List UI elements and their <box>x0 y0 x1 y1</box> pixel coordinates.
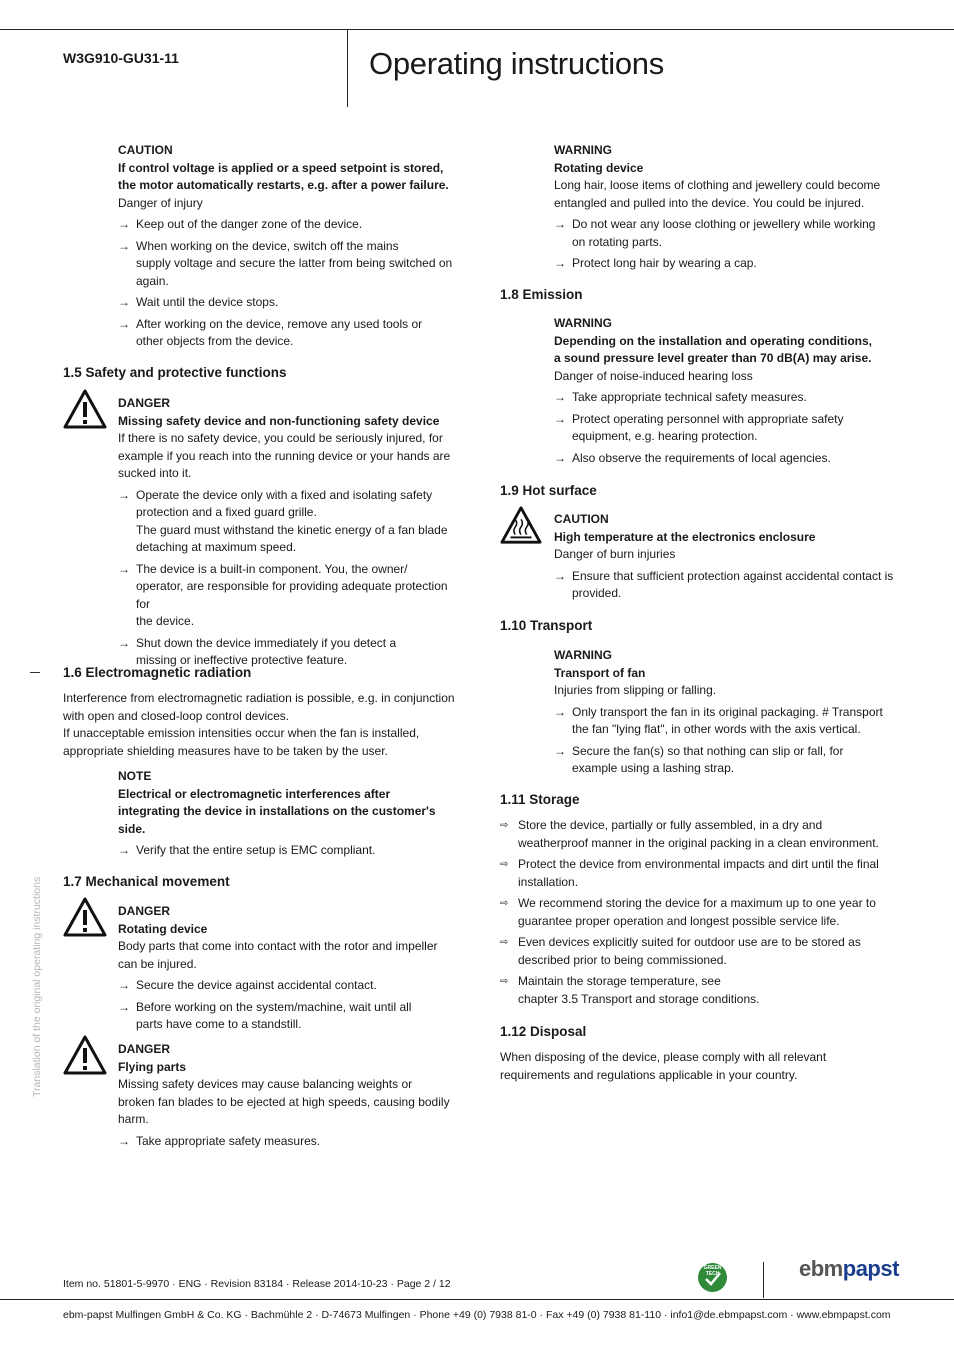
list-item-line: protection and a fixed guard grille. <box>136 505 317 519</box>
logo-part-b: papst <box>842 1256 899 1281</box>
caution-list <box>554 568 899 603</box>
list-item <box>118 842 463 860</box>
danger-label: DANGER <box>118 904 171 918</box>
text-line: harm. <box>118 1112 149 1126</box>
list-item <box>118 487 463 557</box>
note-label: NOTE <box>118 769 152 783</box>
header-divider <box>347 29 348 107</box>
ebmpapst-logo <box>799 1256 899 1281</box>
warning-bold: Transport of fan <box>554 665 646 680</box>
arrow-icon: → <box>554 256 566 270</box>
list-item-line: The device is a built-in component. You, the owner/ <box>136 561 408 576</box>
caution-label: CAUTION <box>118 143 173 157</box>
list-item <box>554 568 899 603</box>
text-line: sucked into it. <box>118 466 192 480</box>
list-item-line: detaching at maximum speed. <box>136 540 297 554</box>
logo-part-a: ebm <box>799 1256 843 1281</box>
hot-surface-icon <box>500 505 544 545</box>
list-item-line: Maintain the storage temperature, see <box>518 974 721 988</box>
list-item-line: supply voltage and secure the latter from being switched on <box>136 256 453 270</box>
danger-label: DANGER <box>118 1042 171 1056</box>
danger-bold: Missing safety device and non-functioning safety device <box>118 413 440 428</box>
note-bold <box>118 786 463 839</box>
arrow-icon: → <box>554 217 566 231</box>
warning-label: WARNING <box>554 648 612 662</box>
caution-bold: High temperature at the electronics enclosure <box>554 529 816 544</box>
heading-1-8: 1.8 Emission <box>500 287 583 302</box>
list-item <box>500 934 900 969</box>
text-line: If there is no safety device, you could be seriously injured, for <box>118 431 443 445</box>
list-item <box>118 294 463 312</box>
caution-bold-1: If control voltage is applied or a speed setpoint is stored, <box>118 160 444 175</box>
danger-label: DANGER <box>118 396 171 410</box>
heading-1-6: 1.6 Electromagnetic radiation <box>63 665 252 680</box>
heading-1-5: 1.5 Safety and protective functions <box>63 365 287 380</box>
list-item <box>500 856 900 891</box>
warning-bold <box>554 333 899 368</box>
text-line: If unacceptable emission intensities occur when the fan is installed, <box>63 726 420 740</box>
list-item-line: Take appropriate safety measures. <box>136 1133 321 1148</box>
warning-text: Injuries from slipping or falling. <box>554 683 717 697</box>
list-item-line: Shut down the device immediately if you detect a <box>136 635 397 650</box>
storage-list <box>500 817 900 1008</box>
list-item <box>118 216 463 234</box>
list-item <box>118 561 463 631</box>
arrow-icon: → <box>554 411 566 426</box>
danger-text <box>118 1076 463 1129</box>
warning-rotating <box>554 142 899 273</box>
list-item <box>500 895 900 930</box>
footer-address: ebm-papst Mulfingen GmbH & Co. KG · Bachmühle 2 · D-74673 Mulfingen · Phone +49 (0) 7938 81-0 · Fax +49 (0) 7938 81-110 · info1@de.ebmpapst.com · www.ebmpapst.com <box>63 1309 891 1321</box>
arrow-icon: → <box>118 295 130 309</box>
list-item-line: missing or ineffective protective feature. <box>136 653 348 667</box>
list-item-line: again. <box>136 273 169 288</box>
text-line: Electrical or electromagnetic interferences after <box>118 786 391 801</box>
sidebar-note: Translation of the original operating instructions <box>31 876 43 1097</box>
list-item-line: example using a lashing strap. <box>572 761 735 775</box>
caution-hot <box>554 511 899 603</box>
list-item-line: Keep out of the danger zone of the device. <box>136 217 363 231</box>
text-line: When disposing of the device, please comply with all relevant <box>500 1050 827 1064</box>
text-line: appropriate shielding measures have to be taken by the user. <box>63 743 388 758</box>
arrow-icon: → <box>118 999 130 1014</box>
warning-transport <box>554 647 899 778</box>
text-line: Interference from electromagnetic radiation is possible, e.g. in conjunction <box>63 691 455 705</box>
list-item-line: Store the device, partially or fully assembled, in a dry and <box>518 818 823 832</box>
arrow-icon: → <box>118 316 130 331</box>
caution-label: CAUTION <box>554 512 609 526</box>
heading-1-10: 1.10 Transport <box>500 618 593 633</box>
header-top-rule <box>0 29 954 30</box>
list-item-line: Before working on the system/machine, wait until all <box>136 999 412 1014</box>
list-item-line: Operate the device only with a fixed and isolating safety <box>136 487 433 502</box>
text-line: Missing safety devices may cause balancing weights or <box>118 1077 413 1091</box>
list-item-line: equipment, e.g. hearing protection. <box>572 429 758 443</box>
list-item-line: The guard must withstand the kinetic energy of a fan blade <box>136 522 448 537</box>
list-item-line: Protect operating personnel with appropriate safety <box>572 411 844 426</box>
list-item <box>118 977 463 995</box>
text-line: side. <box>118 821 146 836</box>
list-item-line: chapter 3.5 Transport and storage conditions. <box>518 991 760 1006</box>
list-item-line: described prior to being commissioned. <box>518 952 727 967</box>
arrow-icon: → <box>118 978 130 992</box>
list-item <box>554 389 899 407</box>
heading-1-9: 1.9 Hot surface <box>500 483 597 498</box>
list-item <box>554 216 899 251</box>
list-item-line: When working on the device, switch off the mains <box>136 238 399 253</box>
list-item-line: Also observe the requirements of local agencies. <box>572 450 831 465</box>
bullet-icon: ⇨ <box>500 859 509 870</box>
arrow-icon: → <box>554 568 566 583</box>
list-item-line: Only transport the fan in its original packaging. # Transport <box>572 704 883 719</box>
arrow-icon: → <box>554 390 566 404</box>
emc-text <box>63 690 463 760</box>
list-item-line: guarantee proper operation and longest possible service life. <box>518 913 840 928</box>
danger-flying-parts <box>118 1041 463 1150</box>
list-item-line: Verify that the entire setup is EMC compliant. <box>136 843 376 857</box>
list-item <box>118 1133 463 1151</box>
model-number: W3G910-GU31-11 <box>63 50 179 66</box>
footer-rule <box>0 1299 954 1300</box>
bullet-icon: ⇨ <box>500 976 509 987</box>
danger-list <box>118 487 463 670</box>
badge-text: GREEN TECH <box>703 1265 722 1277</box>
danger-bold: Rotating device <box>118 921 208 936</box>
text-line: Depending on the installation and operating conditions, <box>554 333 872 348</box>
list-item <box>118 238 463 291</box>
list-item <box>554 704 899 739</box>
green-tech-badge-icon <box>698 1263 727 1292</box>
danger-text <box>118 430 463 483</box>
list-item-line: the device. <box>136 614 195 628</box>
page-title: Operating instructions <box>369 46 664 81</box>
list-item <box>118 316 463 351</box>
arrow-icon: → <box>118 635 130 650</box>
text-line: example if you reach into the running device or your hands are <box>118 448 451 463</box>
list-item <box>500 817 900 852</box>
danger-bold: Flying parts <box>118 1059 187 1074</box>
text-line: broken fan blades to be ejected at high speeds, causing bodily <box>118 1094 450 1109</box>
danger-safety-device <box>118 395 463 670</box>
danger-list <box>118 977 463 1034</box>
text-line: Body parts that come into contact with the rotor and impeller <box>118 939 438 953</box>
list-item-line: weatherproof manner in the original packing in a clean environment. <box>518 835 879 850</box>
margin-mark <box>30 672 40 673</box>
text-line: Long hair, loose items of clothing and jewellery could become <box>554 178 881 192</box>
arrow-icon: → <box>118 561 130 576</box>
list-item-line: Protect the device from environmental impacts and dirt until the final <box>518 857 879 871</box>
arrow-icon: → <box>118 238 130 253</box>
bullet-icon: ⇨ <box>500 937 509 948</box>
list-item-line: Secure the fan(s) so that nothing can slip or fall, for <box>572 743 844 758</box>
list-item-line: We recommend storing the device for a maximum up to one year to <box>518 896 876 910</box>
heading-1-11: 1.11 Storage <box>500 792 580 807</box>
warning-bold: Rotating device <box>554 160 644 175</box>
heading-1-7: 1.7 Mechanical movement <box>63 874 230 889</box>
arrow-icon: → <box>118 487 130 502</box>
list-item-line: on rotating parts. <box>572 234 663 249</box>
text-line: with open and closed-loop control devices. <box>63 708 290 723</box>
warning-list <box>554 216 899 273</box>
note-emc <box>118 768 463 860</box>
text-line: integrating the device in installations on the customer's <box>118 804 436 818</box>
danger-rotating <box>118 903 463 1034</box>
text-line: requirements and regulations applicable in your country. <box>500 1067 798 1082</box>
caution-restart <box>118 142 463 351</box>
bullet-icon: ⇨ <box>500 898 509 909</box>
warning-text <box>554 177 899 212</box>
arrow-icon: → <box>118 843 130 857</box>
warning-triangle-icon <box>63 897 107 937</box>
list-item-line: Protect long hair by wearing a cap. <box>572 256 757 270</box>
text-line: entangled and pulled into the device. You could be injured. <box>554 195 865 210</box>
warning-emission <box>554 315 899 467</box>
list-item-line: the fan "lying flat", in other words with the axis vertical. <box>572 722 861 736</box>
caution-list <box>118 216 463 351</box>
arrow-icon: → <box>554 704 566 719</box>
note-list <box>118 842 463 860</box>
warning-label: WARNING <box>554 316 612 330</box>
warning-list <box>554 704 899 778</box>
list-item <box>554 411 899 446</box>
danger-text <box>118 938 463 973</box>
list-item-line: Secure the device against accidental contact. <box>136 978 377 992</box>
list-item-line: provided. <box>572 586 622 600</box>
list-item <box>500 973 900 1008</box>
heading-1-12: 1.12 Disposal <box>500 1024 587 1039</box>
list-item <box>554 255 899 273</box>
warning-label: WARNING <box>554 143 612 157</box>
disposal-text <box>500 1049 900 1084</box>
list-item-line: After working on the device, remove any used tools or <box>136 316 423 331</box>
list-item <box>554 450 899 468</box>
arrow-icon: → <box>118 1133 130 1148</box>
danger-list <box>118 1133 463 1151</box>
list-item-line: parts have come to a standstill. <box>136 1017 302 1031</box>
arrow-icon: → <box>554 743 566 758</box>
footer-item-info: Item no. 51801-5-9970 · ENG · Revision 83184 · Release 2014-10-23 · Page 2 / 12 <box>63 1278 451 1290</box>
list-item-line: Do not wear any loose clothing or jewellery while working <box>572 217 876 231</box>
arrow-icon: → <box>118 217 130 231</box>
text-line: a sound pressure level greater than 70 dB(A) may arise. <box>554 351 872 365</box>
caution-text: Danger of burn injuries <box>554 547 676 561</box>
list-item-line: Even devices explicitly suited for outdoor use are to be stored as <box>518 935 861 949</box>
list-item-line: installation. <box>518 874 579 889</box>
list-item-line: Wait until the device stops. <box>136 295 279 309</box>
list-item-line: operator, are responsible for providing adequate protection for <box>136 579 448 611</box>
arrow-icon: → <box>554 450 566 465</box>
logo-divider <box>763 1262 764 1298</box>
list-item <box>118 999 463 1034</box>
list-item-line: other objects from the device. <box>136 334 294 348</box>
list-item-line: Take appropriate technical safety measures. <box>572 390 807 404</box>
list-item <box>554 743 899 778</box>
caution-text: Danger of injury <box>118 195 203 210</box>
bullet-icon: ⇨ <box>500 820 509 831</box>
list-item-line: Ensure that sufficient protection against accidental contact is <box>572 568 894 583</box>
caution-bold-2: the motor automatically restarts, e.g. after a power failure. <box>118 178 449 192</box>
text-line: can be injured. <box>118 956 197 971</box>
warning-triangle-icon <box>63 1035 107 1075</box>
warning-list <box>554 389 899 467</box>
warning-triangle-icon <box>63 389 107 429</box>
warning-text: Danger of noise-induced hearing loss <box>554 368 753 383</box>
